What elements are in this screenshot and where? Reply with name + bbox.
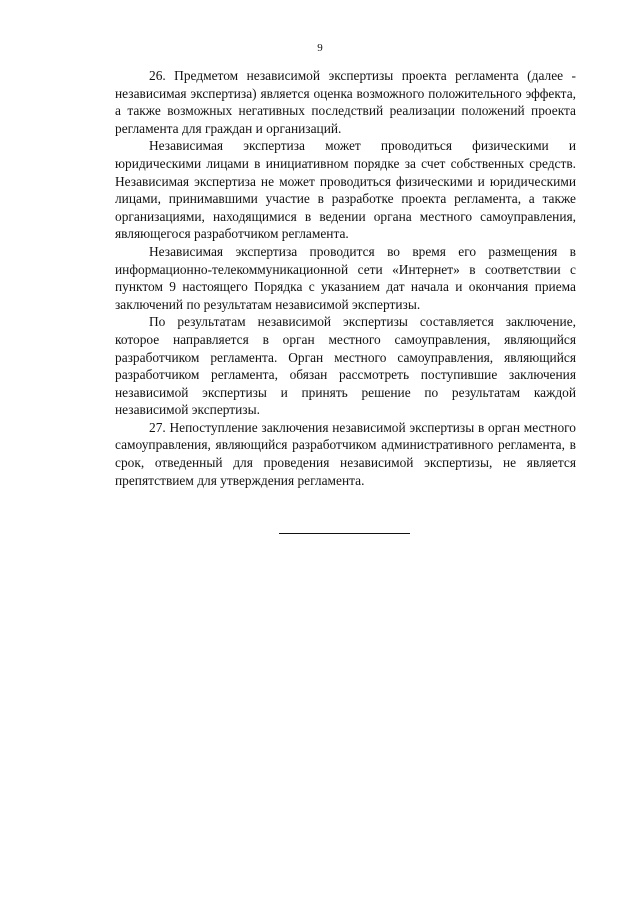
paragraph-independent-expertise-parties: Независимая экспертиза может проводиться физическими и юридическими лицами в инициативном порядке за счет собственных средств. Независимая экспертиза не может проводиться физическими и юридическими лицами, принимавшими участие в разработке проекта регламента, а также организациями, находящимися в ведении органа местного самоуправления, являющегося разработчиком регламента. (115, 138, 576, 242)
paragraph-26: 26. Предметом независимой экспертизы проекта регламента (далее - независимая экспертиза) является оценка возможного положительного эффекта, а также возможных негативных последствий реализации положений проекта регламента для граждан и организаций. (115, 68, 576, 136)
paragraph-27: 27. Непоступление заключения независимой экспертизы в орган местного самоуправления, являющийся разработчиком административного регламента, в срок, отведенный для проведения независимой экспертизы, не является препятствием для утверждения регламента. (115, 419, 576, 488)
page-number: 9 (317, 42, 323, 54)
document-body (115, 67, 576, 489)
paragraph-expertise-timing: Независимая экспертиза проводится во время его размещения в информационно-телекоммуникационной сети «Интернет» в соответствии с пунктом 9 настоящего Порядка с указанием дат начала и окончания приема заключений по результатам независимой экспертизы. (115, 243, 576, 312)
paragraph-expertise-conclusion: По результатам независимой экспертизы составляется заключение, которое направляется в орган местного самоуправления, являющийся разработчиком регламента. Орган местного самоуправления, являющийся разработчиком регламента, обязан рассмотреть поступившие заключения независимой экспертизы и принять решение по результатам каждой независимой экспертизы. (115, 314, 576, 418)
end-separator-line (279, 533, 410, 534)
